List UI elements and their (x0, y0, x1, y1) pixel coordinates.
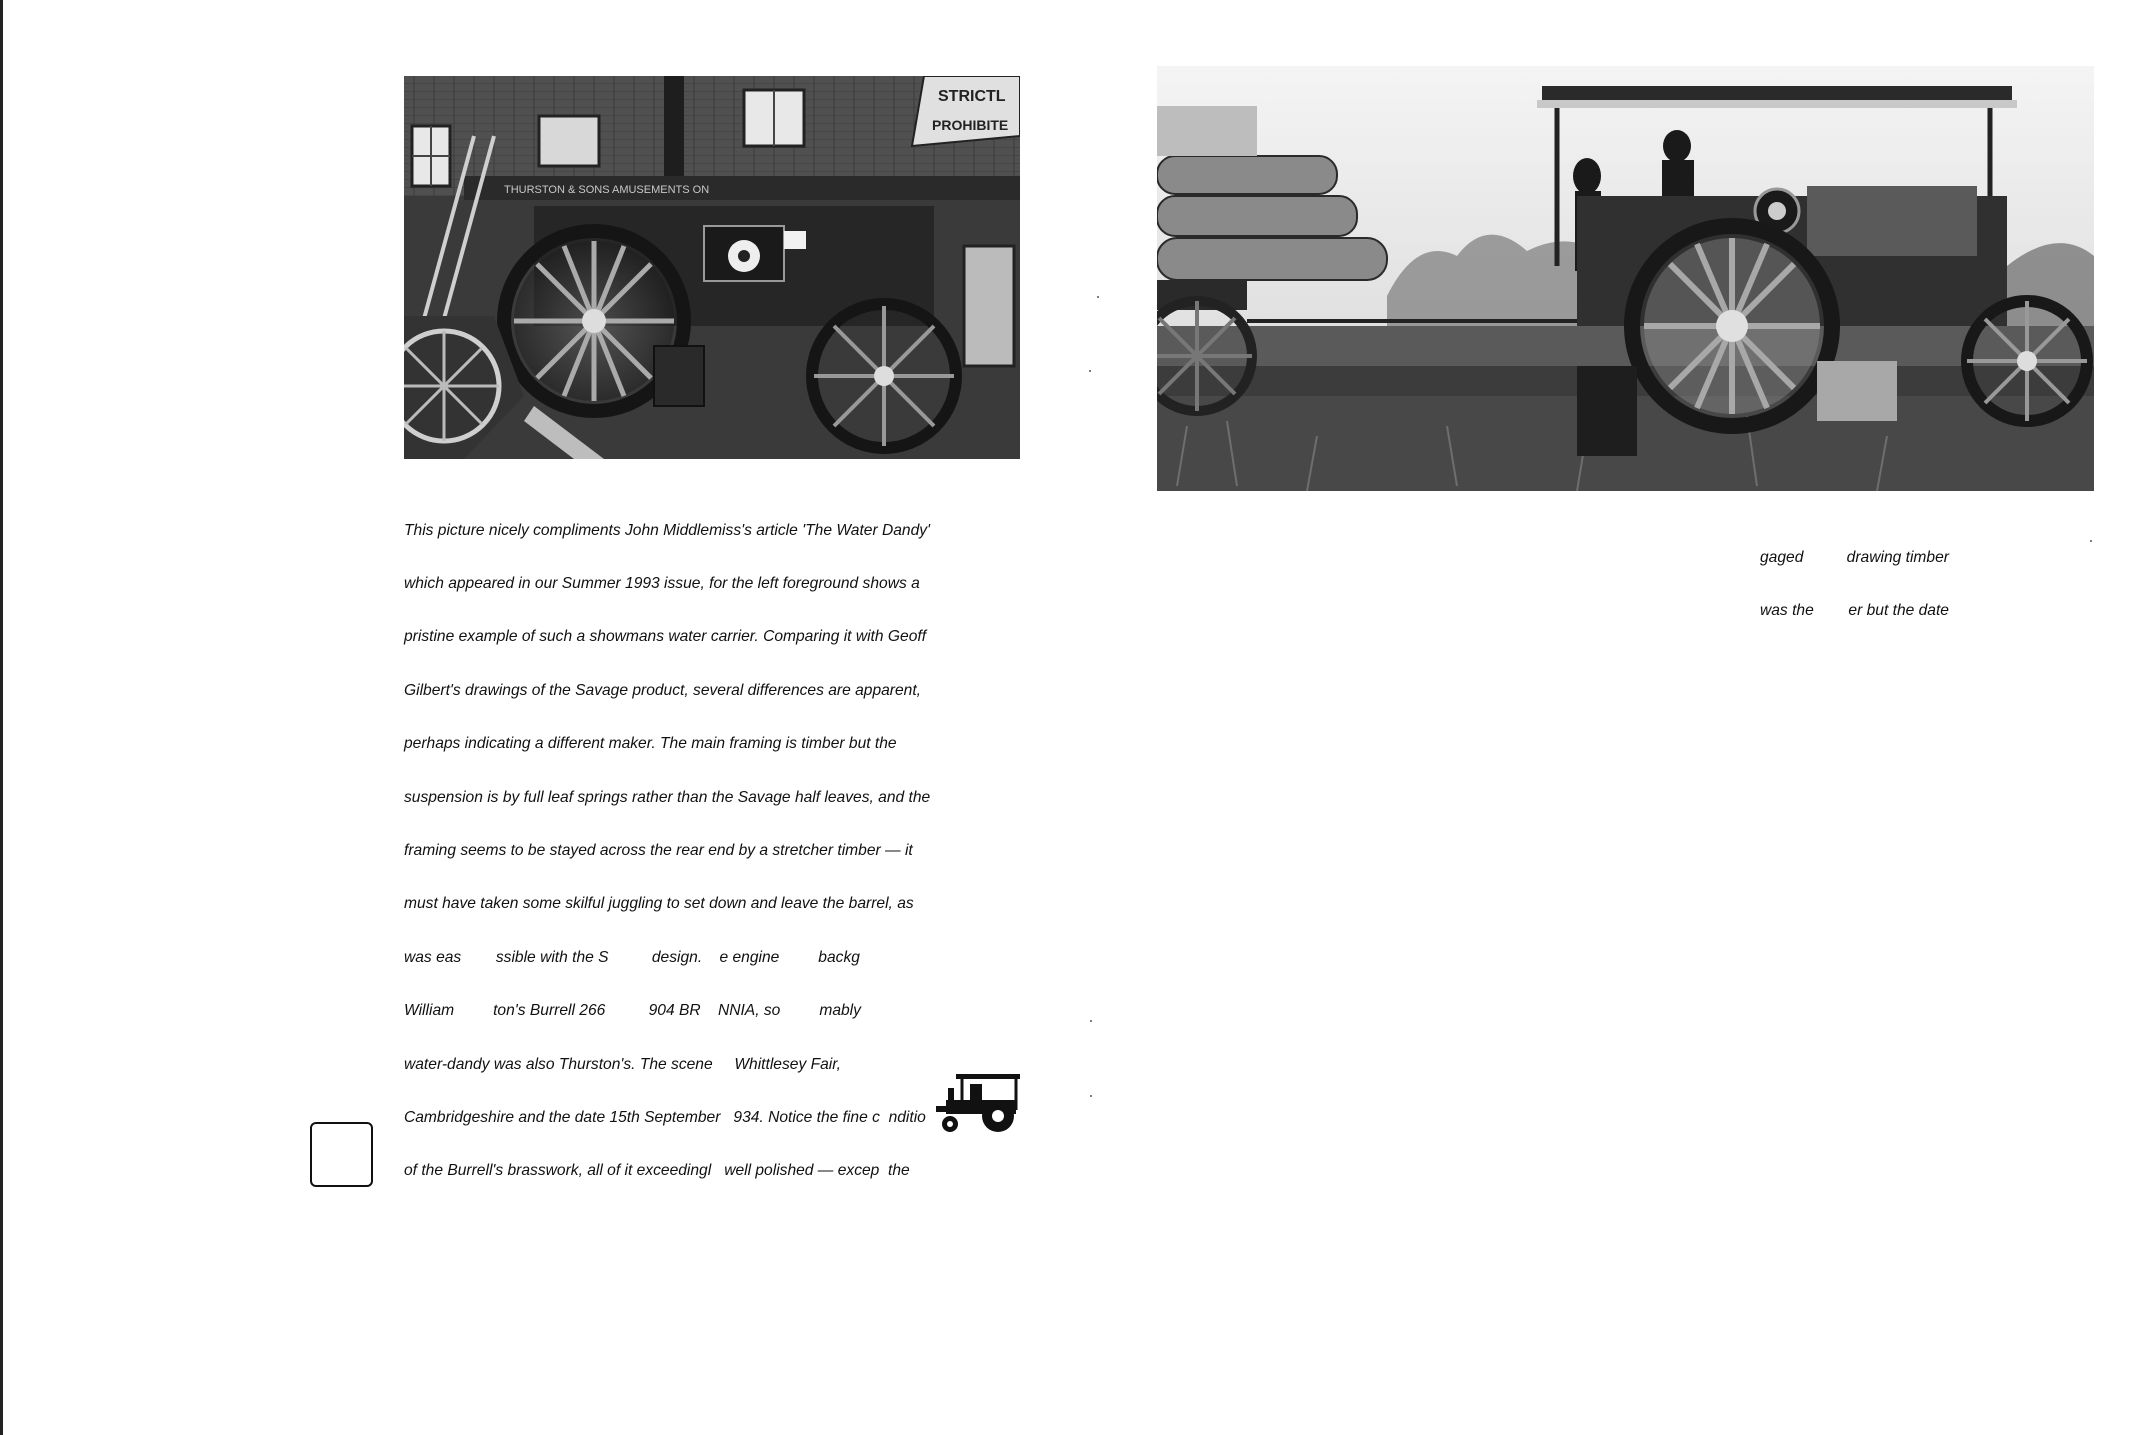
timber-haulage-photo (1157, 66, 2094, 491)
caption-line: of the Burrell's brasswork, all of it exceedingl well polished — excep the (404, 1162, 910, 1180)
showmans-engine-photo (404, 76, 1020, 459)
caption-line: perhaps indicating a different maker. The main framing is timber but the (404, 735, 897, 753)
speck (1089, 370, 1091, 372)
sign-line-1: STRICTL (938, 88, 1006, 105)
caption-line: pristine example of such a showmans water carrier. Comparing it with Geoff (404, 628, 927, 646)
speck (2090, 540, 2092, 542)
caption-line: This picture nicely compliments John Middlemiss's article 'The Water Dandy' (404, 521, 931, 539)
caption-line: was the er but the date (1760, 601, 1949, 619)
caption-line: water-dandy was also Thurston's. The scene Whittlesey Fair, (404, 1055, 841, 1073)
caption-line: Cambridgeshire and the date 15th September 934. Notice the fine c nditio (404, 1108, 926, 1126)
traction-engine-logo-icon (936, 1070, 1024, 1134)
caption-line: William ton's Burrell 266 904 BR NNIA, so mably (404, 1002, 861, 1020)
caption-line: Gilbert's drawings of the Savage product, several differences are apparent, (404, 681, 921, 699)
right-photo-caption (1760, 513, 1949, 638)
caption-line: was eas ssible with the S design. e engine backg (404, 948, 860, 966)
left-photo-caption (404, 486, 930, 1198)
caption-line: which appeared in our Summer 1993 issue, for the left foreground shows a (404, 574, 920, 592)
speck (1090, 1095, 1092, 1097)
caption-line: framing seems to be stayed across the rear end by a stretcher timber — it (404, 841, 913, 859)
speck (1097, 296, 1099, 298)
sign-line-2: PROHIBITE (932, 117, 1009, 133)
caption-line: gaged drawing timber (1760, 548, 1949, 566)
fascia-text: THURSTON & SONS AMUSEMENTS ON (504, 184, 710, 196)
speck (1090, 1020, 1092, 1022)
empty-frame-box (310, 1122, 373, 1187)
caption-line: suspension is by full leaf springs rather than the Savage half leaves, and the (404, 788, 931, 806)
page-binding-edge (0, 0, 3, 1435)
caption-line: must have taken some skilful juggling to set down and leave the barrel, as (404, 895, 914, 913)
